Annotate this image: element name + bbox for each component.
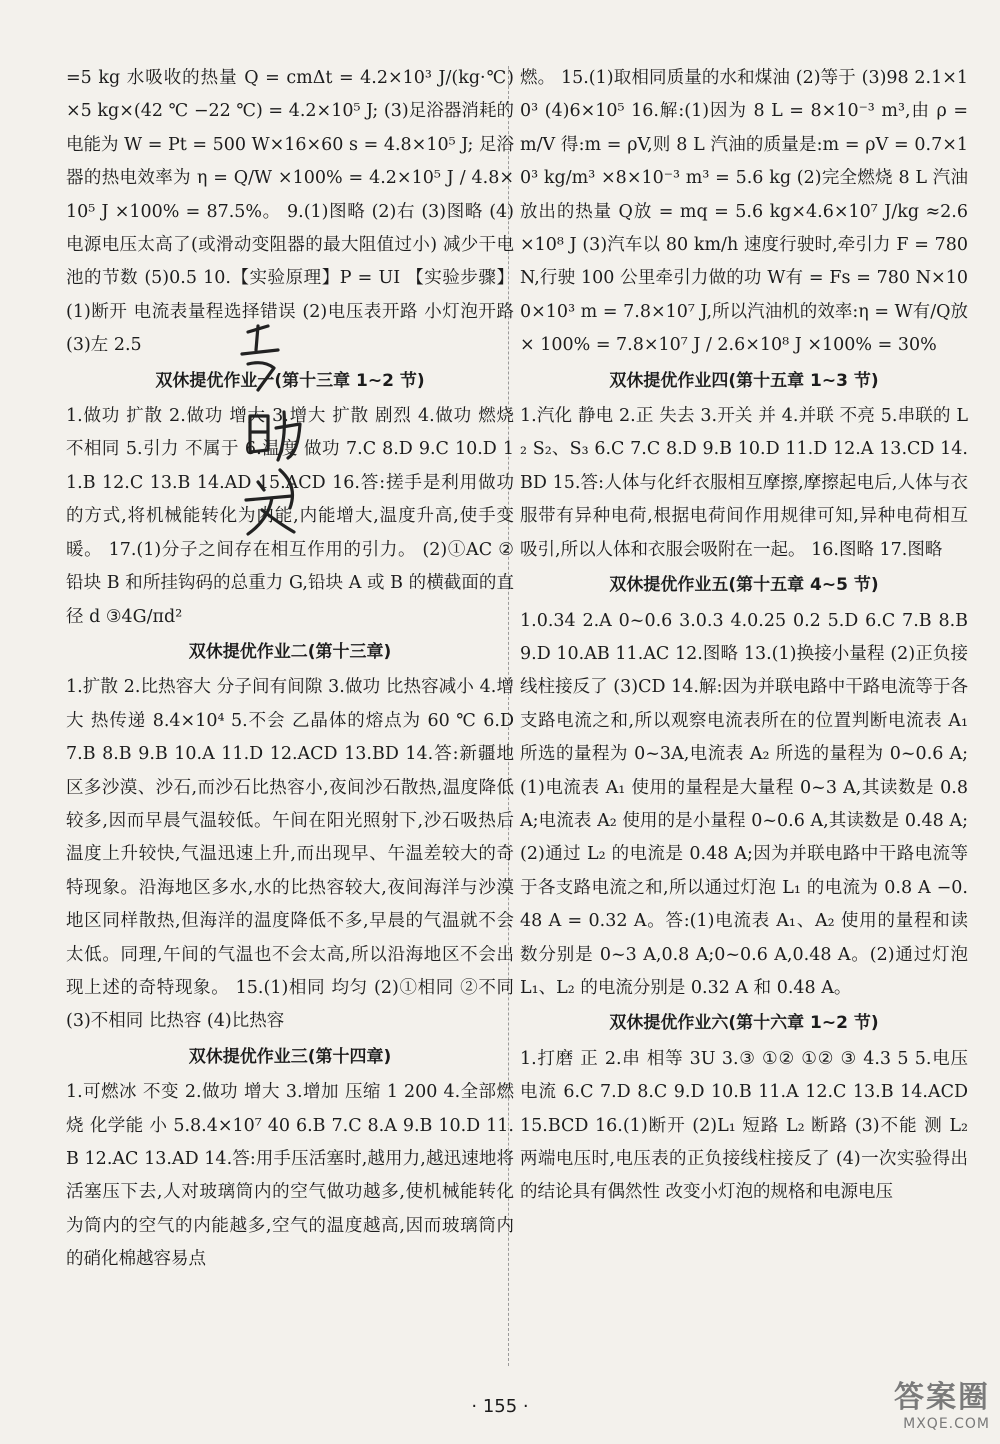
watermark-text: 答案圈 [894,1380,990,1415]
answer-paragraph: 1.打磨 正 2.串 相等 3U 3.③ ①② ①② ③ 4.3 5 5.电压 电流 6.C 7.D 8.C 9.D 10.B 11.A 12.C 13.B 14.ACD 15.BCD 16.(1)断开 (2)L₁ 短路 L₂ 断路 (3)不能 测 L₂ 两端电压时,电压表的正负接线柱接反了 (4)一次实验得出的结论具有偶然性 改变小灯泡的规格和电源电压 [520,1048,968,1203]
right-column [520,62,968,1210]
section-heading: 双休提优作业三(第十四章) [188,1046,392,1067]
left-column [66,62,514,1277]
watermark-logo [820,1372,990,1436]
answer-paragraph: 1.可燃冰 不变 2.做功 增大 3.增加 压缩 1 200 4.全部燃烧 化学能 小 5.8.4×10⁷ 40 6.B 7.C 8.A 9.B 10.D 11.B 12.AC 13.AD 14.答:用手压活塞时,越用力,越迅速地将活塞压下去,人对玻璃筒内的空气做功越多,使机械能转化为筒内的空气的内能越多,空气的温度越高,因而玻璃筒内的硝化棉越容易点 [66,1082,514,1270]
section-heading: 双休提优作业一(第十三章 1~2 节) [155,370,425,391]
section-heading: 双休提优作业二(第十三章) [188,641,392,662]
section-heading: 双休提优作业五(第十五章 4~5 节) [609,575,879,596]
page-number: · 155 · [471,1396,529,1417]
answer-paragraph: =5 kg 水吸收的热量 Q = cmΔt = 4.2×10³ J/(kg·℃) ×5 kg×(42 ℃ −22 ℃) = 4.2×10⁵ J; (3)足浴器消耗的电能为 W = Pt = 500 W×16×60 s = 4.8×10⁵ J; 足浴器的热电效率为 η = Q/W ×100% = 4.2×10⁵ J / 4.8×10⁵ J ×100% = 87.5%。 9.(1)图略 (2)右 (3)图略 (4)电源电压太高了(或滑动变阻器的最大阻值过小) 减少干电池的节数 (5)0.5 10.【实验原理】P = UI 【实验步骤】(1)断开 电流表量程选择错误 (2)电压表开路 小灯泡开路 (3)左 2.5 [66,68,514,356]
answer-paragraph: 1.0.34 2.A 0~0.6 3.0.3 4.0.25 0.2 5.D 6.C 7.B 8.B 9.D 10.AB 11.AC 12.图略 13.(1)换接小量程 (2)正负接线柱接反了 (3)CD 14.解:因为并联电路中干路电流等于各支路电流之和,所以观察电流表所在的位置判断电流表 A₁ 所选的量程为 0~3A,电流表 A₂ 所选的量程为 0~0.6 A; (1)电流表 A₁ 使用的量程是大量程 0~3 A,其读数是 0.8 A;电流表 A₂ 使用的是小量程 0~0.6 A,其读数是 0.48 A; (2)通过 L₂ 的电流是 0.48 A;因为并联电路中干路电流等于各支路电流之和,所以通过灯泡 L₁ 的电流为 0.8 A −0.48 A = 0.32 A。答:(1)电流表 A₁、A₂ 使用的量程和读数分别是 0~3 A,0.8 A;0~0.6 A,0.48 A。(2)通过灯泡 L₁、L₂ 的电流分别是 0.32 A 和 0.48 A。 [520,610,968,998]
answer-paragraph: 1.做功 扩散 2.做功 增大 3.增大 扩散 剧烈 4.做功 燃烧 不相同 5.引力 不属于 6.温度 做功 7.C 8.D 9.C 10.D 11.B 12.C 13.B 14.AD 15.ACD 16.答:搓手是利用做功的方式,将机械能转化为内能,内能增大,温度升高,使手变暖。 17.(1)分子之间存在相互作用的引力。 (2)①AC ②铅块 B 和所挂钩码的总重力 G,铅块 A 或 B 的横截面的直径 d ③4G/πd² [66,406,514,627]
answer-paragraph: 燃。 15.(1)取相同质量的水和煤油 (2)等于 (3)98 2.1×10³ (4)6×10⁵ 16.解:(1)因为 8 L = 8×10⁻³ m³,由 ρ = m/V 得:m = ρV,则 8 L 汽油的质量是:m = ρV = 0.7×10³ kg/m³ ×8×10⁻³ m³ = 5.6 kg (2)完全燃烧 8 L 汽油放出的热量 Q放 = mq = 5.6 kg×4.6×10⁷ J/kg ≈2.6×10⁸ J (3)汽车以 80 km/h 速度行驶时,牵引力 F = 780 N,行驶 100 公里牵引力做的功 W有 = Fs = 780 N×100×10³ m = 7.8×10⁷ J,所以汽油机的效率:η = W有/Q放 × 100% = 7.8×10⁷ J / 2.6×10⁸ J ×100% = 30% [520,68,968,356]
section-heading: 双休提优作业六(第十六章 1~2 节) [609,1013,879,1034]
answer-paragraph: 1.扩散 2.比热容大 分子间有间隙 3.做功 比热容减小 4.增大 热传递 8.4×10⁴ 5.不会 乙晶体的熔点为 60 ℃ 6.D 7.B 8.B 9.B 10.A 11.D 12.ACD 13.BD 14.答:新疆地区多沙漠、沙石,而沙石比热容小,夜间沙石散热,温度降低较多,因而早晨气温较低。午间在阳光照射下,沙石吸热后温度上升较快,气温迅速上升,而出现早、午温差较大的奇特现象。沿海地区多水,水的比热容较大,夜间海洋与沙漠地区同样散热,但海洋的温度降低不多,早晨的气温就不会太低。同理,午间的气温也不会太高,所以沿海地区不会出现上述的奇特现象。 15.(1)相同 均匀 (2)①相同 ②不同 (3)不相同 比热容 (4)比热容 [66,677,514,1032]
watermark-url: MXQE.COM [903,1416,990,1432]
handwritten-scribble [228,320,318,550]
section-heading: 双休提优作业四(第十五章 1~3 节) [609,370,879,391]
answer-paragraph: 1.汽化 静电 2.正 失去 3.开关 并 4.并联 不亮 5.串联的 L₂ S₂、S₃ 6.C 7.C 8.D 9.B 10.D 11.D 12.A 13.CD 14.BD 15.答:人体与化纤衣服相互摩擦,摩擦起电后,人体与衣服带有异种电荷,根据电荷间作用规律可知,异种电荷相互吸引,所以人体和衣服会吸附在一起。 16.图略 17.图略 [520,406,968,560]
